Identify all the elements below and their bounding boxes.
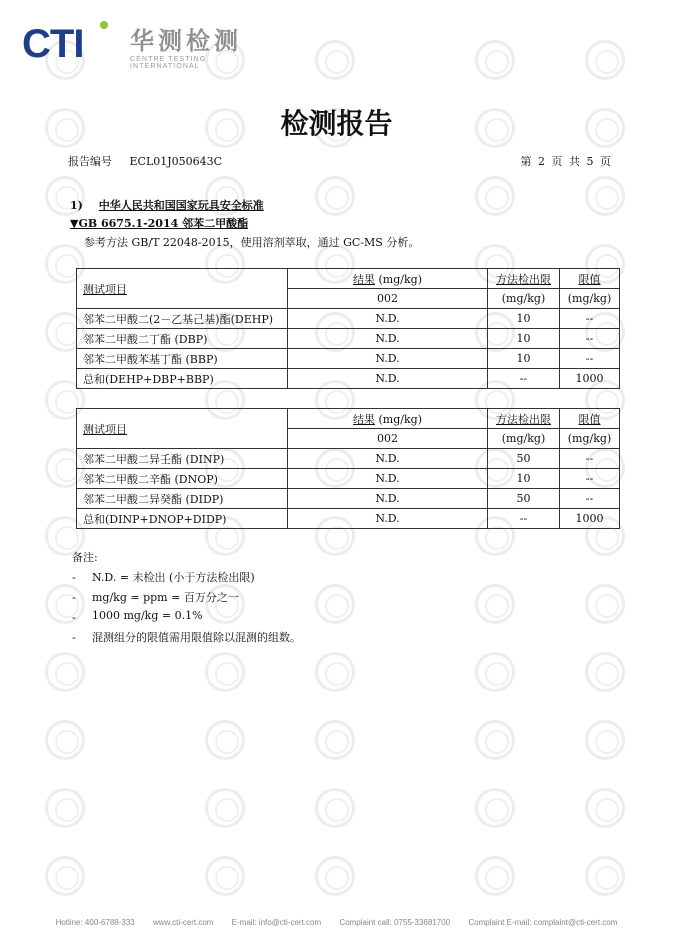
watermark-logo xyxy=(315,788,355,828)
logo-english-name: CENTRE TESTING INTERNATIONAL xyxy=(130,56,207,70)
cell-item: 邻苯二甲酸苯基丁酯 (BBP) xyxy=(77,349,288,369)
results-table-2 xyxy=(76,408,620,529)
report-number xyxy=(68,153,222,169)
cell-mdl: 50 xyxy=(488,489,560,509)
cell-result: N.D. xyxy=(288,329,488,349)
note-item: - 混测组分的限值需用限值除以混测的组数。 xyxy=(72,631,301,644)
watermark-logo xyxy=(475,652,515,692)
cell-mdl: 50 xyxy=(488,449,560,469)
cell-result: N.D. xyxy=(288,469,488,489)
cell-mdl: 10 xyxy=(488,309,560,329)
col-header-item: 测试项目 xyxy=(77,269,288,309)
watermark-logo xyxy=(315,40,355,80)
logo-chinese-name: 华测检测 xyxy=(130,27,242,55)
table-row-total xyxy=(77,369,620,389)
section-title: 中华人民共和国国家玩具安全标准 xyxy=(98,199,264,212)
col-header-mdl: 方法检出限 xyxy=(488,269,560,289)
note-item: - mg/kg = ppm = 百万分之一 xyxy=(72,591,239,604)
cell-item: 邻苯二甲酸二丁酯 (DBP) xyxy=(77,329,288,349)
footer-email[interactable]: E-mail: info@cti-cert.com xyxy=(231,918,322,927)
table-row xyxy=(77,309,620,329)
cell-mdl: -- xyxy=(488,369,560,389)
watermark-logo xyxy=(315,856,355,896)
section-number: 1) xyxy=(70,199,83,212)
cell-result: N.D. xyxy=(288,309,488,329)
watermark-logo xyxy=(475,720,515,760)
method-description: 参考方法 GB/T 22048-2015，使用溶剂萃取，通过 GC-MS 分析。 xyxy=(84,236,420,249)
col-header-limit: 限值 xyxy=(560,409,620,429)
cell-item: 总和(DINP+DNOP+DIDP) xyxy=(77,509,288,529)
cell-result: N.D. xyxy=(288,449,488,469)
company-logo xyxy=(22,18,262,70)
watermark-logo xyxy=(475,788,515,828)
sample-id: 002 xyxy=(288,429,488,449)
cell-limit: 1000 xyxy=(560,509,620,529)
watermark-logo xyxy=(475,856,515,896)
col-header-mdl: 方法检出限 xyxy=(488,409,560,429)
watermark-logo xyxy=(475,40,515,80)
table-row xyxy=(77,329,620,349)
notes-title: 备注: xyxy=(72,551,98,564)
watermark-logo xyxy=(45,720,85,760)
logo-mark: CTI xyxy=(22,22,84,66)
note-item: - N.D. = 未检出 (小于方法检出限) xyxy=(72,571,255,584)
page-footer xyxy=(0,918,673,927)
results-table-1 xyxy=(76,268,620,389)
col-header-item: 测试项目 xyxy=(77,409,288,449)
watermark-logo xyxy=(205,720,245,760)
cell-item: 邻苯二甲酸二异壬酯 (DINP) xyxy=(77,449,288,469)
watermark-logo xyxy=(205,652,245,692)
cell-limit: -- xyxy=(560,469,620,489)
footer-complaint-email[interactable]: Complaint E-mail: complaint@cti-cert.com xyxy=(468,918,618,927)
cell-limit: 1000 xyxy=(560,369,620,389)
cell-item: 总和(DEHP+DBP+BBP) xyxy=(77,369,288,389)
report-number-value: ECL01J050643C xyxy=(129,155,223,168)
table-row xyxy=(77,489,620,509)
cell-item: 邻苯二甲酸二异癸酯 (DIDP) xyxy=(77,489,288,509)
watermark-logo xyxy=(45,788,85,828)
watermark-logo xyxy=(315,652,355,692)
watermark-logo xyxy=(585,176,625,216)
cell-limit: -- xyxy=(560,449,620,469)
cell-result: N.D. xyxy=(288,509,488,529)
limit-unit: (mg/kg) xyxy=(560,289,620,309)
watermark-logo xyxy=(45,856,85,896)
notes-section xyxy=(72,549,301,649)
cell-mdl: 10 xyxy=(488,329,560,349)
footer-website[interactable]: www.cti-cert.com xyxy=(152,918,214,927)
standard-heading xyxy=(70,215,248,231)
sample-id: 002 xyxy=(288,289,488,309)
mdl-unit: (mg/kg) xyxy=(488,289,560,309)
watermark-logo xyxy=(585,584,625,624)
cell-item: 邻苯二甲酸二辛酯 (DNOP) xyxy=(77,469,288,489)
watermark-logo xyxy=(45,652,85,692)
cell-limit: -- xyxy=(560,349,620,369)
cell-mdl: 10 xyxy=(488,469,560,489)
watermark-logo xyxy=(315,176,355,216)
watermark-logo xyxy=(205,788,245,828)
watermark-logo xyxy=(585,40,625,80)
limit-unit: (mg/kg) xyxy=(560,429,620,449)
col-header-result: 结果 (mg/kg) xyxy=(288,409,488,429)
watermark-logo xyxy=(475,176,515,216)
watermark-logo xyxy=(315,584,355,624)
watermark-logo xyxy=(475,584,515,624)
note-item: - 1000 mg/kg = 0.1% xyxy=(72,609,203,624)
report-number-label: 报告编号 xyxy=(68,155,112,168)
table-row xyxy=(77,469,620,489)
page-info: 第 2 页 共 5 页 xyxy=(520,155,611,168)
col-header-result: 结果 (mg/kg) xyxy=(288,269,488,289)
standard-title: ▼GB 6675.1-2014 邻苯二甲酸酯 xyxy=(70,217,249,230)
mdl-unit: (mg/kg) xyxy=(488,429,560,449)
watermark-logo xyxy=(585,652,625,692)
table-row xyxy=(77,449,620,469)
cell-mdl: 10 xyxy=(488,349,560,369)
section-heading xyxy=(70,197,264,213)
watermark-logo xyxy=(585,788,625,828)
cell-limit: -- xyxy=(560,309,620,329)
col-header-limit: 限值 xyxy=(560,269,620,289)
cell-result: N.D. xyxy=(288,369,488,389)
cell-mdl: -- xyxy=(488,509,560,529)
table-row-total xyxy=(77,509,620,529)
cell-result: N.D. xyxy=(288,489,488,509)
watermark-logo xyxy=(315,720,355,760)
cell-limit: -- xyxy=(560,329,620,349)
logo-dot xyxy=(100,21,108,29)
cell-limit: -- xyxy=(560,489,620,509)
watermark-logo xyxy=(585,720,625,760)
watermark-logo xyxy=(585,856,625,896)
table-row xyxy=(77,349,620,369)
cell-item: 邻苯二甲酸二(2－乙基己基)酯(DEHP) xyxy=(77,309,288,329)
footer-hotline: Hotline: 400-6788-333 xyxy=(55,918,135,927)
footer-complaint-call: Complaint call: 0755-33681700 xyxy=(339,918,451,927)
cell-result: N.D. xyxy=(288,349,488,369)
report-title: 检测报告 xyxy=(280,107,393,140)
watermark-logo xyxy=(205,856,245,896)
